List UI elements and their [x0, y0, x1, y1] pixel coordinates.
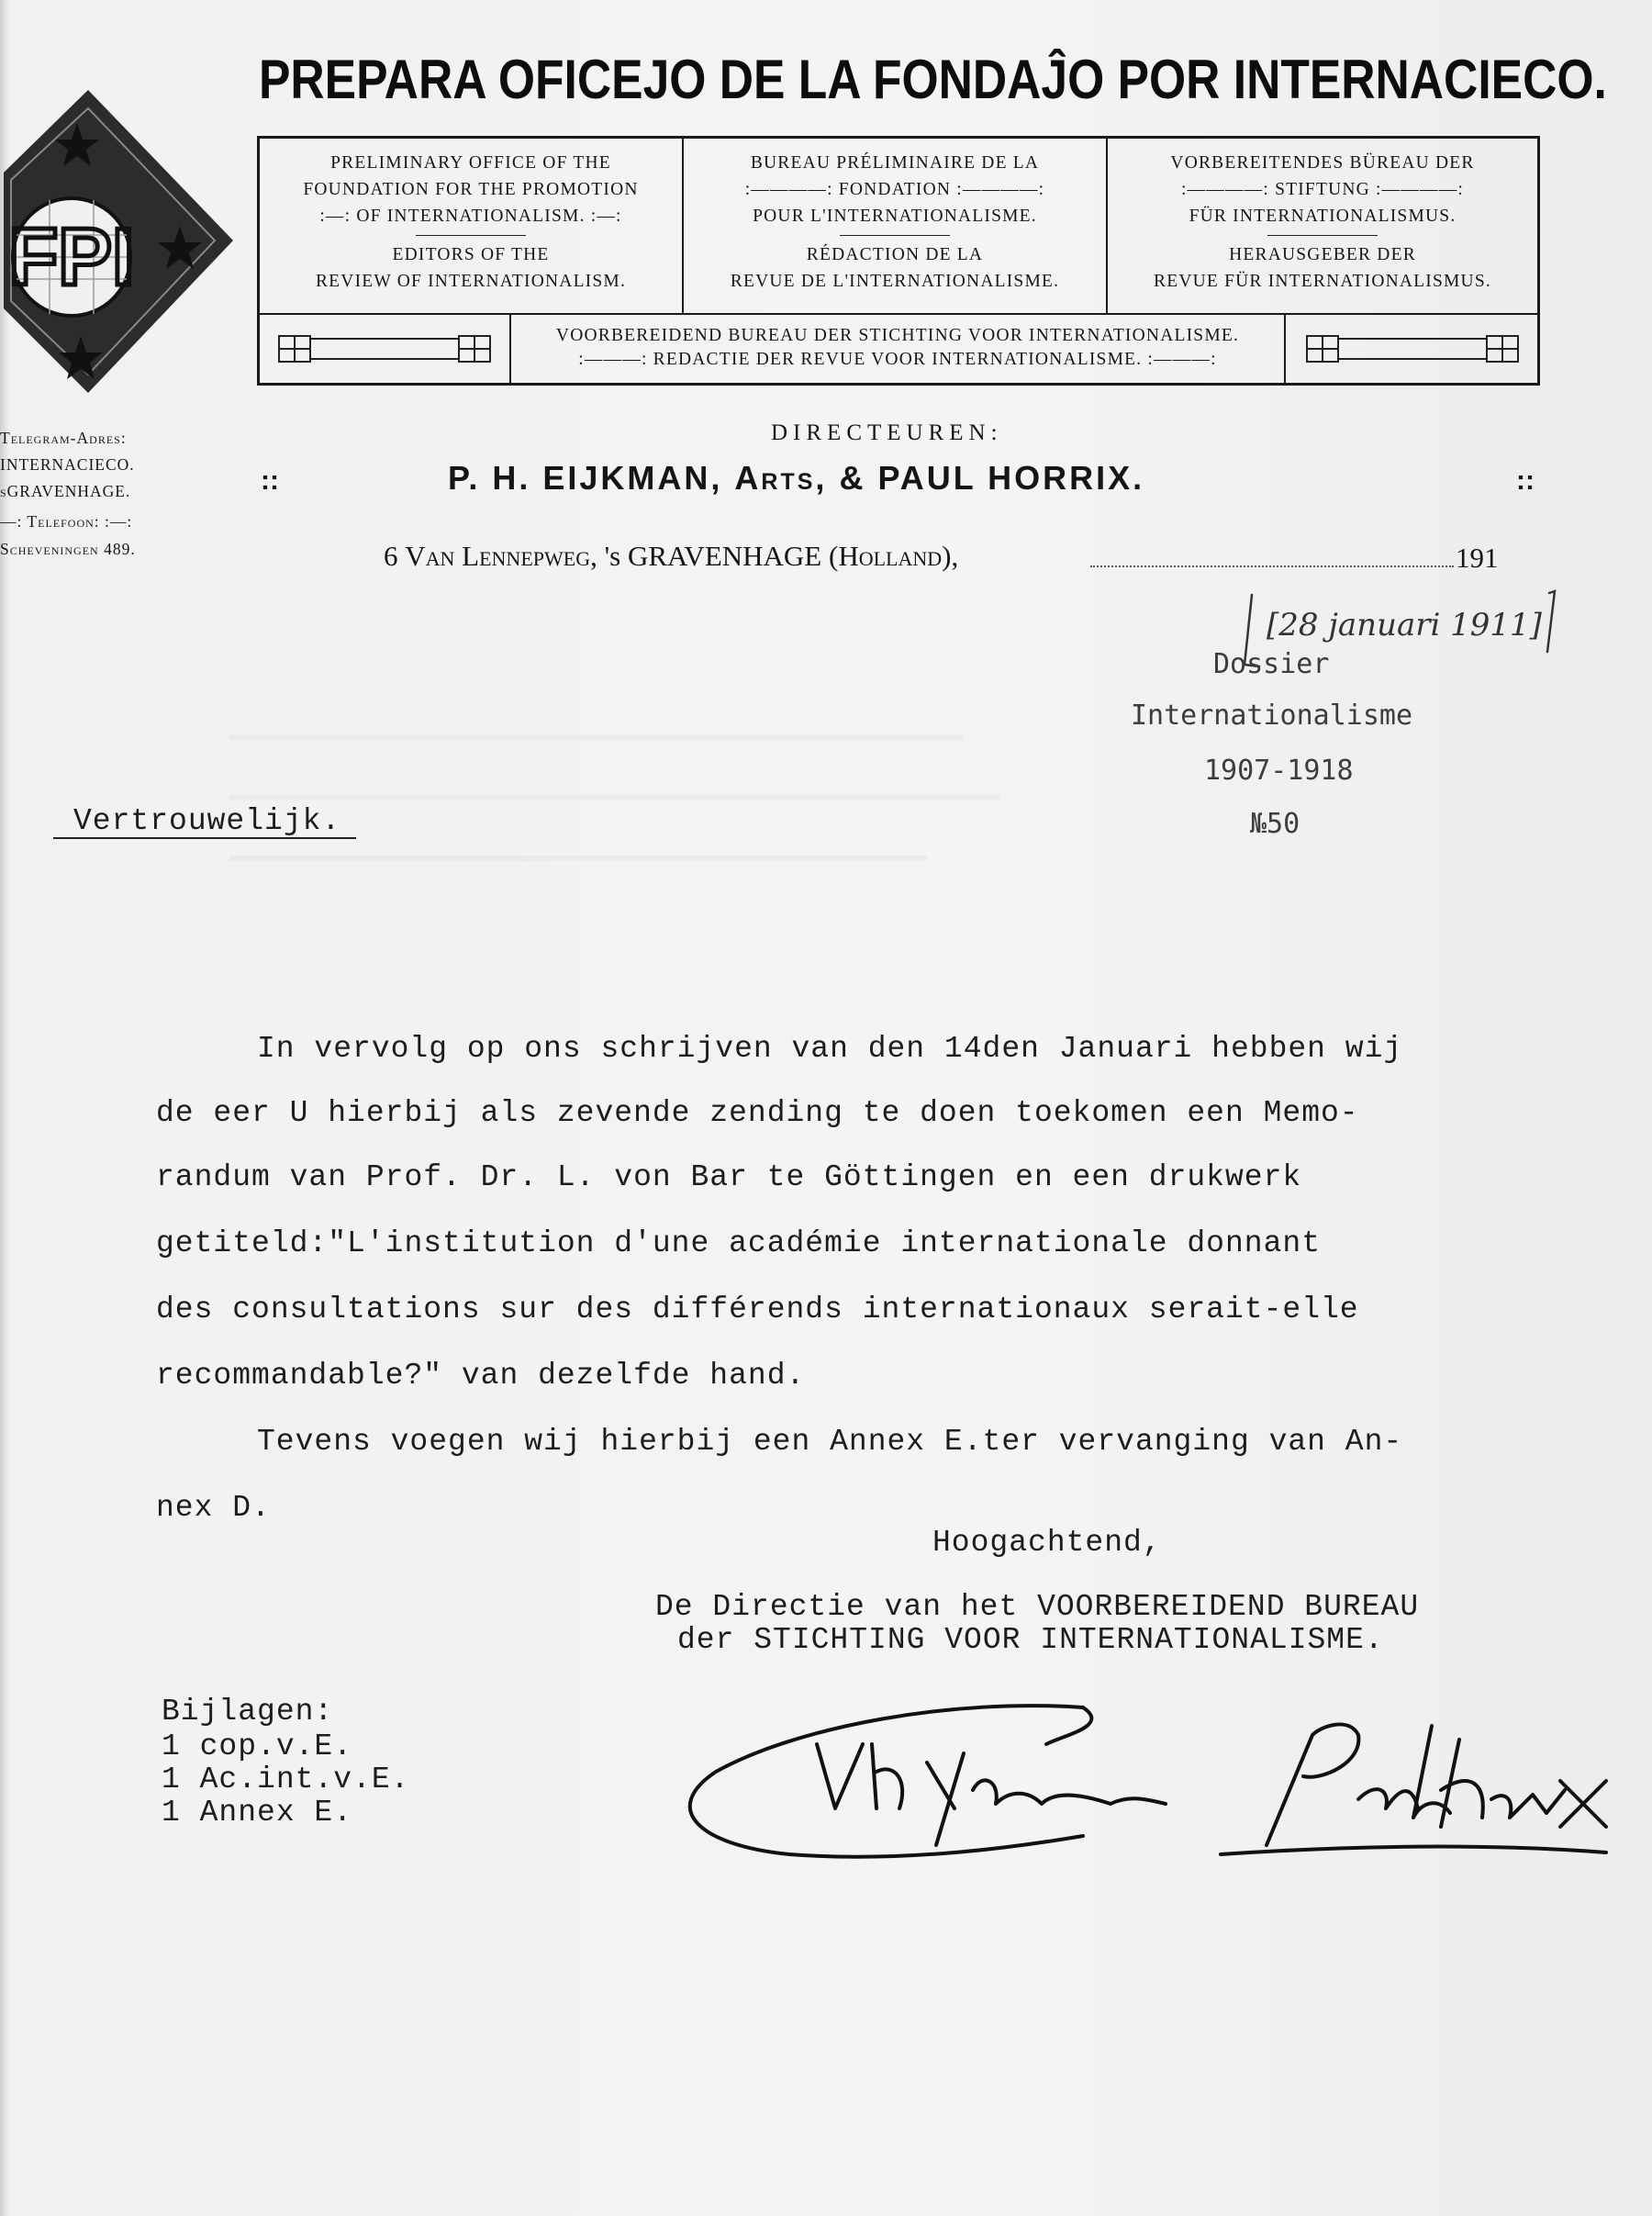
bleed-through-texture: [229, 734, 1000, 916]
telegram-city: sGRAVENHAGE.: [0, 482, 131, 500]
directors-label: DIRECTEUREN:: [771, 420, 1003, 445]
address-street: Van Lennepweg,: [405, 540, 597, 572]
german-line1: VORBEREITENDES BÜREAU DER: [1170, 153, 1475, 173]
dutch-row: [260, 313, 1537, 383]
enclosures-label: Bijlagen:: [162, 1695, 334, 1729]
english-cell: [260, 139, 684, 313]
closing: Hoogachtend,: [932, 1526, 1162, 1560]
sender-line-1: De Directie van het VOORBEREIDEND BUREAU: [655, 1590, 1420, 1624]
fpi-logo: [4, 88, 235, 400]
german-line5: REVUE FÜR INTERNATIONALISMUS.: [1154, 272, 1491, 291]
body-line-4: getiteld:"L'institution d'une académie internationale donnant: [156, 1226, 1321, 1260]
stamp-line4: №50: [1250, 808, 1300, 840]
body-line-8: nex D.: [156, 1491, 271, 1525]
dutch-line2: :———: REDACTIE DER REVUE VOOR INTERNATIONALISME. :———:: [578, 350, 1217, 369]
english-line3: :—: OF INTERNATIONALISM. :—:: [319, 207, 622, 226]
dutch-line1: VOORBEREIDEND BUREAU DER STICHTING VOOR INTERNATIONALISME.: [555, 326, 1240, 345]
signatures: [679, 1689, 1615, 1909]
stamp-line3: 1907-1918: [1204, 755, 1354, 787]
director-1: P. H. EIJKMAN,: [448, 459, 723, 497]
directors-names: [448, 459, 1144, 498]
logo-monogram: FPI: [8, 211, 135, 302]
directors-colon-right: ::: [1516, 465, 1535, 496]
signature-horrix: [1221, 1724, 1606, 1854]
body-line-2: de eer U hierbij als zevende zending te doen toekomen een Memo-: [156, 1096, 1359, 1130]
body-line-5: des consultations sur des différends internationaux serait-elle: [156, 1293, 1359, 1326]
stamp-line2: Internationalisme: [1131, 699, 1413, 732]
enclosure-item: 1 cop.v.E.: [162, 1729, 353, 1763]
confidential-underline: [53, 837, 356, 839]
german-line4: HERAUSGEBER DER: [1229, 245, 1416, 264]
body-line-7: Tevens voegen wij hierbij een Annex E.ter vervanging van An-: [257, 1425, 1403, 1459]
french-line5: REVUE DE L'INTERNATIONALISME.: [730, 272, 1060, 291]
english-line2: FOUNDATION FOR THE PROMOTION: [303, 180, 639, 199]
dutch-cell: [509, 315, 1286, 383]
enclosure-item: 1 Ac.int.v.E.: [162, 1763, 410, 1796]
french-line2: :————: FONDATION :————:: [744, 180, 1045, 199]
german-cell: [1108, 139, 1537, 313]
handwritten-date-text: [28 januari 1911]: [1267, 607, 1542, 644]
divider: [416, 235, 526, 236]
ornament-right: [1306, 335, 1519, 363]
enclosure-item: 1 Annex E.: [162, 1796, 353, 1830]
divider: [1267, 235, 1378, 236]
telegram-label: Telegram-Adres:: [0, 429, 127, 447]
date-dotted-line: [1090, 565, 1454, 567]
address-number: 6: [384, 540, 398, 572]
address-line: [384, 540, 958, 573]
german-line2: :————: STIFTUNG :————:: [1180, 180, 1465, 199]
letterhead-language-box: [257, 136, 1540, 386]
stamp-line1: Dossier: [1213, 648, 1330, 680]
english-line5: REVIEW OF INTERNATIONALISM.: [315, 272, 627, 291]
signature-eijkman: [690, 1706, 1166, 1857]
french-cell: [684, 139, 1108, 313]
ornament-left: [278, 335, 491, 363]
director-1-role: Arts,: [734, 459, 828, 497]
letterhead-title: PREPARA OFICEJO DE LA FONDAĴO POR INTERNACIECO.: [259, 49, 1607, 110]
german-line3: FÜR INTERNATIONALISMUS.: [1189, 207, 1457, 226]
sender-line-2: der STICHTING VOOR INTERNATIONALISME.: [677, 1623, 1384, 1657]
address-country: (Holland),: [829, 540, 959, 572]
telephone-label: —: Telefoon: :—:: [0, 512, 133, 531]
french-line4: RÉDACTION DE LA: [806, 245, 984, 264]
ampersand: &: [839, 459, 866, 497]
french-line3: POUR L'INTERNATIONALISME.: [753, 207, 1037, 226]
body-line-1: In vervolg op ons schrijven van den 14den Januari hebben wij: [257, 1032, 1403, 1066]
telegram-address: INTERNACIECO.: [0, 455, 135, 474]
english-line1: PRELIMINARY OFFICE OF THE: [330, 153, 611, 173]
director-2: PAUL HORRIX.: [877, 459, 1145, 497]
english-line4: EDITORS OF THE: [392, 245, 550, 264]
address-city: 's GRAVENHAGE: [604, 540, 822, 572]
body-line-3: randum van Prof. Dr. L. von Bar te Göttingen en een drukwerk: [156, 1160, 1302, 1194]
year-prefix: 191: [1456, 542, 1499, 574]
confidential-marking: Vertrouwelijk.: [73, 804, 341, 838]
divider: [840, 235, 950, 236]
body-line-6: recommandable?" van dezelfde hand.: [156, 1359, 806, 1393]
french-line1: BUREAU PRÉLIMINAIRE DE LA: [750, 153, 1040, 173]
directors-colon-left: ::: [261, 465, 279, 496]
telephone-number: Scheveningen 489.: [0, 540, 136, 558]
